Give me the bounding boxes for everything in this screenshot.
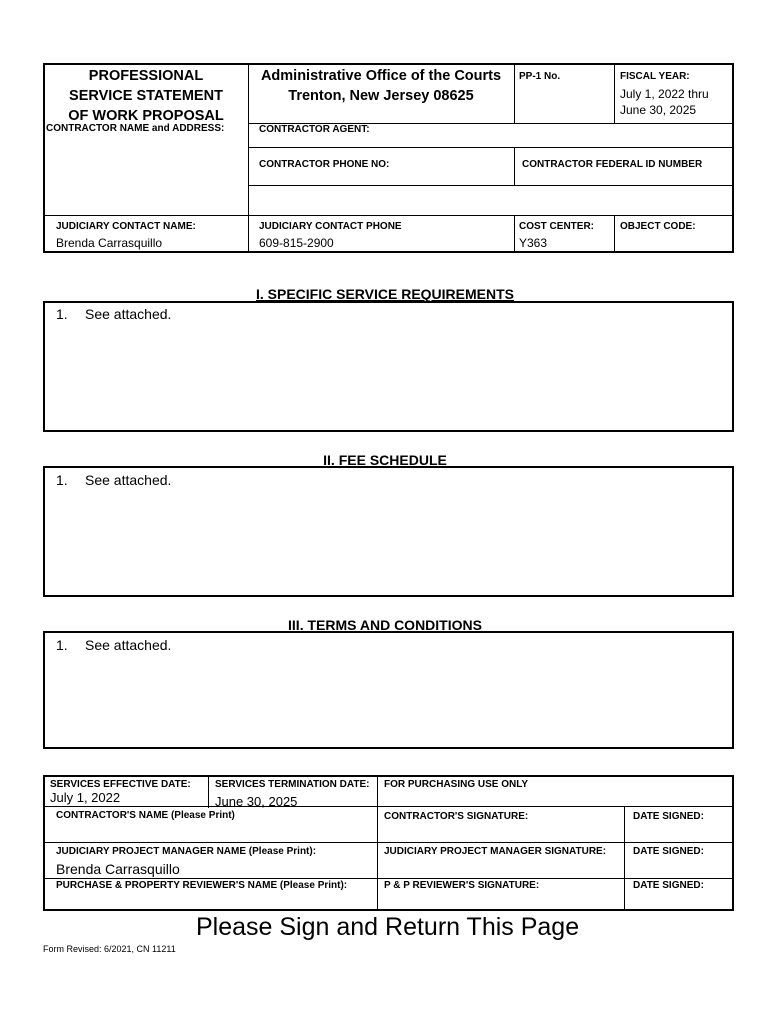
- item-text: See attached.: [85, 306, 172, 322]
- object-code-label: OBJECT CODE:: [620, 221, 696, 232]
- item-number: 1.: [56, 472, 68, 488]
- judiciary-contact-name: Brenda Carrasquillo: [56, 236, 163, 250]
- contractor-signature-label: CONTRACTOR'S SIGNATURE:: [384, 811, 529, 822]
- contractor-name-label: CONTRACTOR'S NAME (Please Print): [56, 810, 235, 821]
- divider: [248, 185, 733, 186]
- contractor-federal-id-label: CONTRACTOR FEDERAL ID NUMBER: [522, 159, 703, 170]
- fiscal-year-line2: June 30, 2025: [620, 103, 697, 117]
- divider: [614, 64, 615, 123]
- divider: [377, 776, 378, 910]
- cost-center: Y363: [519, 236, 548, 250]
- office-name: Administrative Office of the Courts: [260, 68, 502, 84]
- item-number: 1.: [56, 637, 68, 653]
- contractor-name-address-label: CONTRACTOR NAME and ADDRESS:: [46, 123, 225, 134]
- form-title-line: OF WORK PROPOSAL: [68, 108, 224, 124]
- divider: [208, 776, 209, 808]
- item-number: 1.: [56, 306, 68, 322]
- form-title-line: SERVICE STATEMENT: [69, 88, 223, 104]
- section-heading-requirements: I. SPECIFIC SERVICE REQUIREMENTS: [255, 286, 514, 302]
- item-text: See attached.: [85, 637, 172, 653]
- date-signed-label: DATE SIGNED:: [633, 846, 704, 857]
- judiciary-contact-phone: 609-815-2900: [259, 236, 334, 250]
- divider: [44, 878, 733, 879]
- contractor-agent-label: CONTRACTOR AGENT:: [259, 124, 370, 135]
- purchasing-use-label: FOR PURCHASING USE ONLY: [384, 779, 529, 790]
- effective-date: July 1, 2022: [50, 790, 121, 805]
- project-manager-name: Brenda Carrasquillo: [56, 861, 180, 877]
- form-revised-note: Form Revised: 6/2021, CN 11211: [43, 944, 176, 954]
- fiscal-year-label: FISCAL YEAR:: [620, 71, 690, 82]
- item-text: See attached.: [85, 472, 172, 488]
- return-instruction: Please Sign and Return This Page: [196, 913, 580, 941]
- effective-date-label: SERVICES EFFECTIVE DATE:: [50, 779, 191, 790]
- contractor-phone-label: CONTRACTOR PHONE NO:: [259, 159, 390, 170]
- divider: [44, 842, 733, 843]
- form-title: [46, 66, 246, 126]
- date-signed-label: DATE SIGNED:: [633, 880, 704, 891]
- project-manager-name-label: JUDICIARY PROJECT MANAGER NAME (Please Print):: [56, 846, 317, 857]
- reviewer-name-label: PURCHASE & PROPERTY REVIEWER'S NAME (Please Print):: [56, 880, 348, 891]
- divider: [514, 215, 515, 252]
- termination-date-label: SERVICES TERMINATION DATE:: [215, 779, 370, 790]
- divider: [44, 806, 733, 807]
- divider: [514, 64, 515, 123]
- office-city: Trenton, New Jersey 08625: [288, 88, 474, 104]
- fiscal-year-line1: July 1, 2022 thru: [620, 87, 709, 101]
- cost-center-label: COST CENTER:: [519, 221, 594, 232]
- reviewer-signature-label: P & P REVIEWER'S SIGNATURE:: [384, 880, 540, 891]
- pp1-label: PP-1 No.: [519, 71, 561, 82]
- termination-date: June 30, 2025: [215, 794, 298, 809]
- divider: [514, 147, 515, 185]
- project-manager-signature-label: JUDICIARY PROJECT MANAGER SIGNATURE:: [384, 846, 607, 857]
- section-heading-terms: III. TERMS AND CONDITIONS: [288, 617, 482, 633]
- divider: [248, 147, 733, 148]
- form-title-line: PROFESSIONAL: [88, 68, 204, 84]
- date-signed-label: DATE SIGNED:: [633, 811, 704, 822]
- list-item: [56, 306, 171, 322]
- section-heading-fee-schedule: II. FEE SCHEDULE: [323, 452, 447, 468]
- list-item: [56, 637, 171, 653]
- divider: [44, 215, 733, 216]
- judiciary-contact-name-label: JUDICIARY CONTACT NAME:: [56, 221, 196, 232]
- list-item: [56, 472, 171, 488]
- divider: [624, 806, 625, 910]
- judiciary-contact-phone-label: JUDICIARY CONTACT PHONE: [259, 221, 402, 232]
- divider: [614, 215, 615, 252]
